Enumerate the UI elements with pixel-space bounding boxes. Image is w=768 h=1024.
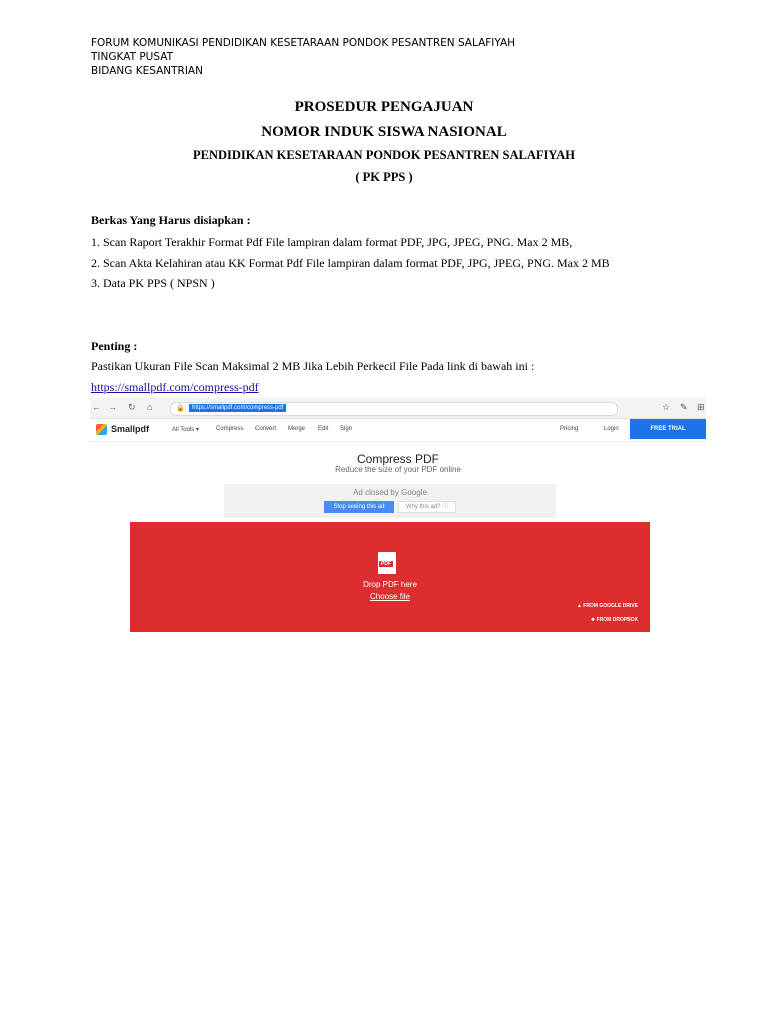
reload-icon[interactable]: ↻: [128, 402, 136, 412]
smallpdf-logo-icon: [96, 424, 107, 435]
smallpdf-brand: Smallpdf: [111, 424, 150, 434]
address-bar[interactable]: [170, 402, 618, 416]
header-level: TINGKAT PUSAT: [91, 51, 173, 63]
drop-pdf-text: Drop PDF here: [363, 580, 417, 589]
requirement-item: 2. Scan Akta Kelahiran atau KK Format Pdf File lampiran dalam format PDF, JPG, JPEG, PNG. Max 2 MB: [91, 256, 610, 270]
compress-pdf-link[interactable]: https://smallpdf.com/compress-pdf: [91, 380, 259, 394]
favorite-star-icon[interactable]: ☆: [662, 402, 671, 412]
google-drive-label: FROM GOOGLE DRIVE: [583, 603, 638, 609]
nav-pricing[interactable]: Pricing: [560, 426, 579, 432]
address-url: https://smallpdf.com/compress-pdf: [189, 404, 286, 412]
nav-compress[interactable]: Compress: [216, 426, 244, 432]
closed-ad-box: [224, 484, 556, 518]
important-heading: Penting :: [91, 339, 138, 353]
nav-edit[interactable]: Edit: [318, 426, 329, 432]
nav-convert[interactable]: Convert: [255, 426, 277, 432]
nav-all-tools[interactable]: All Tools ▾: [172, 427, 199, 433]
dropbox-label: FROM DROPBOX: [596, 617, 638, 623]
lock-icon: 🔒: [176, 405, 185, 412]
home-icon[interactable]: ⌂: [147, 402, 153, 412]
compress-pdf-subtitle: Reduce the size of your PDF online: [335, 465, 461, 474]
forward-icon[interactable]: →: [108, 402, 117, 412]
free-trial-button[interactable]: FREE TRIAL: [630, 419, 706, 439]
nav-sign[interactable]: Sign: [340, 426, 353, 432]
ad-closed-text: Ad closed by Google: [353, 488, 427, 497]
back-icon[interactable]: ←: [92, 402, 101, 412]
title-line-3: PENDIDIKAN KESETARAAN PONDOK PESANTREN SALAFIYAH: [193, 148, 575, 162]
stop-seeing-ad-button[interactable]: Stop seeing this ad: [324, 501, 394, 513]
header-division: BIDANG KESANTRIAN: [91, 65, 203, 77]
smallpdf-screenshot: [90, 398, 706, 638]
document-header: [91, 36, 515, 78]
requirement-item: 1. Scan Raport Terakhir Format Pdf File lampiran dalam format PDF, JPG, JPEG, PNG. Max 2 MB,: [91, 235, 573, 249]
title-line-4: ( PK PPS ): [355, 170, 413, 184]
extension-icon[interactable]: ⊞: [697, 402, 705, 412]
important-text: Pastikan Ukuran File Scan Maksimal 2 MB Jika Lebih Perkecil File Pada link di bawah ini :: [91, 359, 535, 373]
compress-pdf-title: Compress PDF: [356, 452, 439, 466]
pdf-drop-zone[interactable]: [130, 522, 650, 632]
why-this-ad-button[interactable]: Why this ad? ⓘ: [398, 501, 456, 513]
smallpdf-navbar: [90, 419, 706, 442]
pdf-icon-label: PDF: [381, 561, 391, 567]
title-line-2: NOMOR INDUK SISWA NASIONAL: [261, 124, 507, 140]
pdf-file-icon: [378, 552, 396, 574]
header-organization: FORUM KOMUNIKASI PENDIDIKAN KESETARAAN PONDOK PESANTREN SALAFIYAH: [91, 37, 516, 49]
choose-file-link[interactable]: Choose file: [369, 592, 411, 601]
browser-toolbar: [90, 398, 706, 419]
pen-icon[interactable]: ✎: [680, 402, 688, 412]
nav-merge[interactable]: Merge: [288, 426, 306, 432]
from-google-drive-button[interactable]: ▲ FROM GOOGLE DRIVE: [576, 603, 638, 609]
nav-login[interactable]: Login: [604, 426, 619, 432]
title-line-1: PROSEDUR PENGAJUAN: [294, 99, 474, 115]
requirement-item: 3. Data PK PPS ( NPSN ): [91, 276, 215, 290]
from-dropbox-button[interactable]: ❖ FROM DROPBOX: [590, 617, 638, 623]
requirements-heading: Berkas Yang Harus disiapkan :: [91, 213, 251, 227]
